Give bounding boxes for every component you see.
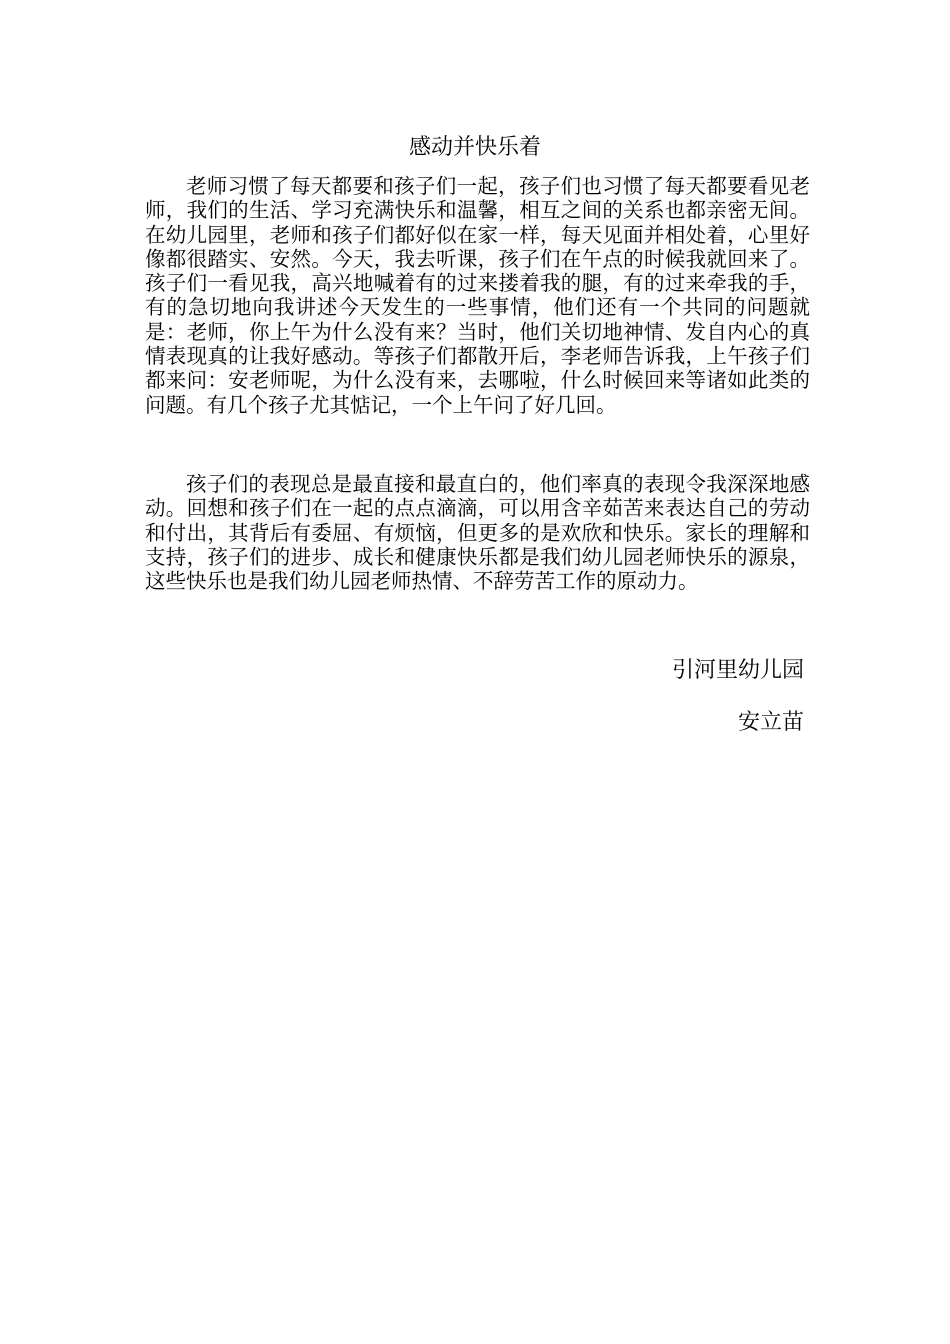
paragraph-2: 孩子们的表现总是最直接和最直白的，他们率真的表现令我深深地感动。回想和孩子们在一起的点点滴滴，可以用含辛茹苦来表达自己的劳动和付出，其背后有委屈、有烦恼，但更多的是欢欣和快乐。家长的理解和支持，孩子们的进步、成长和健康快乐都是我们幼儿园老师快乐的源泉，这些快乐也是我们幼儿园老师热情、不辞劳苦工作的原动力。 [145, 472, 810, 594]
signature-organization: 引河里幼儿园 [671, 658, 804, 683]
paragraph-1: 老师习惯了每天都要和孩子们一起，孩子们也习惯了每天都要看见老师，我们的生活、学习充满快乐和温馨，相互之间的关系也都亲密无间。在幼儿园里，老师和孩子们都好似在家一样，每天见面并相处着，心里好像都很踏实、安然。今天，我去听课，孩子们在午点的时候我就回来了。孩子们一看见我，高兴地喊着有的过来搂着我的腿，有的过来牵我的手，有的急切地向我讲述今天发生的一些事情，他们还有一个共同的问题就是：老师，你上午为什么没有来？当时，他们关切地神情、发自内心的真情表现真的让我好感动。等孩子们都散开后，李老师告诉我，上午孩子们都来问：安老师呢，为什么没有来，去哪啦，什么时候回来等诸如此类的问题。有几个孩子尤其惦记，一个上午问了好几回。 [145, 174, 810, 417]
document-title: 感动并快乐着 [408, 135, 541, 160]
signature-author: 安立苗 [737, 710, 804, 735]
